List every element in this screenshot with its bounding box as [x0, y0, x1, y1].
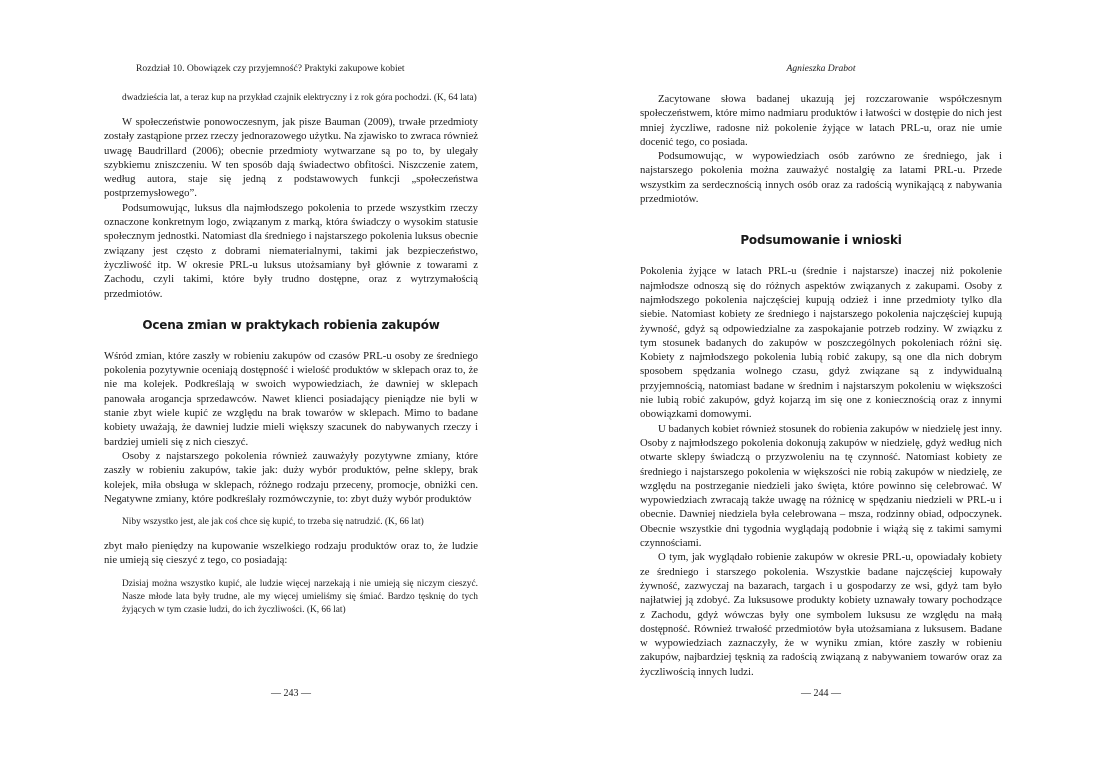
paragraph: Wśród zmian, które zaszły w robieniu zakupów od czasów PRL-u osoby ze średniego pokolenia pozytywnie oceniają dostępność i wielość produktów w sklepach oraz to, że nie ma kolejek. Podkreślają w swoich wypowiedziach, że dawniej w sklepach panowała arogancja sprzedawców. Nawet klienci posiadający pieniądze nie byli w stanie zbyt wiele kupić ze względu na brak towarów w sklepach. Mimo to badane kobiety uważają, że dawniej ludzie mieli większy szacunek do nabywanych rzeczy i bardziej umieli się z nich cieszyć. — [104, 349, 478, 448]
block-quote: Niby wszystko jest, ale jak coś chce się kupić, to trzeba się natrudzić. (K, 66 lat) — [122, 517, 424, 528]
paragraph: Osoby z najstarszego pokolenia również zauważyły pozytywne zmiany, które zaszły w robieniu zakupów, takie jak: duży wybór produktów, pełne sklepy, brak kolejek, miła obsługa w sklepach, różnego rodzaju przeceny, promocje, obniżki cen. Negatywne zmiany, które podkreślały rozmówczynie, to: zbyt duży wybór produktów — [104, 449, 478, 505]
right-page — [640, 62, 1002, 679]
paragraph: Podsumowując, w wypowiedziach osób zarówno ze średniego, jak i najstarszego pokolenia można zauważyć nostalgię za latami PRL-u. Przede wszystkim za serdecznością innych osób oraz za radością wynikającą z nabywania przedmiotów. — [640, 150, 1002, 206]
paragraph: W społeczeństwie ponowoczesnym, jak pisze Bauman (2009), trwałe przedmioty zostały zastąpione przez rzeczy jednorazowego użytku. Na zjawisko to zwraca również uwagę Baudrillard (2006); obecnie przedmioty wytwarzane są po to, by ulegały szybkiemu zniszczeniu. W ten sposób dają świadectwo obfitości. Niszczenie zatem, według autora, staje się jedną z podstawowych funkcji „społeczeństwa postprzemysłowego”. — [104, 116, 478, 200]
quote-continuation: dwadzieścia lat, a teraz kup na przykład czajnik elektryczny i z rok góra pochodzi. (K, 64 lata) — [122, 93, 477, 103]
running-head-chapter: Rozdział 10. Obowiązek czy przyjemność? Praktyki zakupowe kobiet — [136, 63, 405, 74]
block-quote: Dzisiaj można wszystko kupić, ale ludzie więcej narzekają i nie umieją się niczym cieszyć. Nasze młode lata były trudne, ale my więcej umieliśmy się śmiać. Bardzo tęsknię do tych żyjących w tym czasie ludzi, do ich życzliwości. (K, 66 lat) — [122, 578, 478, 615]
paragraph: U badanych kobiet również stosunek do robienia zakupów w niedzielę jest inny. Osoby z najmłodszego pokolenia dokonują zakupów w niedzielę, gdyż według nich otwarte sklepy świadczą o przyzwoleniu na tę czynność. Natomiast kobiety ze średniego i najstarszego pokolenia w większości nie robią zakupów w niedzielę, ze względu na postrzeganie niedzieli jako święta, które powinno się celebrować. W wypowiedziach zwracają także uwagę na różnicę w spędzaniu niedzieli w PRL-u i obecnie. Dawniej niedziela była celebrowana – msza, rodzinny obiad, odpoczynek. Obecnie wszystkie dni tygodnia wyglądają podobnie i wiążą się z takimi samymi czynnościami. — [640, 422, 1002, 550]
left-page — [104, 62, 478, 617]
paragraph: O tym, jak wyglądało robienie zakupów w okresie PRL-u, opowiadały kobiety ze średniego i starszego pokolenia. Wszystkie badane najczęściej kupowały żywność, zazwyczaj na bazarach, targach i u gospodarzy ze wsi, gdyż tam było najłatwiej ją zdobyć. Za luksusowe produkty kobiety uznawały towary pochodzące z Zachodu, gdyż wówczas były one symbolem luksusu ze względu na małą dostępność. Również trwałość przedmiotów była utożsamiana z luksusem. Badane w wypowiedziach zaznaczyły, że w wyniku zmian, które zaszły w robieniu zakupów, najbardziej tęsknią za radością związaną z nabywaniem towarów oraz za życzliwością innych ludzi. — [640, 551, 1002, 678]
paragraph: Pokolenia żyjące w latach PRL-u (średnie i najstarsze) inaczej niż pokolenie najmłodsze odnoszą się do różnych aspektów związanych z zakupami. Osoby z najmłodszego pokolenia najczęściej kupują odzież i inne przedmioty tylko dla siebie. Natomiast kobiety ze średniego i najstarszego pokolenia najczęściej kupują żywność, gdyż są odpowiedzialne za zaspokajanie potrzeb rodziny. W związku z tym stosunek badanych do zakupów w poszczególnych pokoleniach różni się. Kobiety z najmłodszego pokolenia lubią robić zakupy, są one dla nich dobrym sposobem spędzania wolnego czasu, gdyż związane są z indywidualną przyjemnością, natomiast badane w średnim i najstarszym pokoleniu w większości nie lubią robić zakupów, gdyż kojarzą im się one z koniecznością oraz z innymi obowiązkami domowymi. — [640, 265, 1002, 421]
page-number: — 244 — — [801, 688, 841, 699]
paragraph: Zacytowane słowa badanej ukazują jej rozczarowanie współczesnym społeczeństwem, które mimo nadmiaru produktów i łatwości w dostępie do nich jest mniej życzliwe, radosne niż pokolenie żyjące w latach PRL-u, oraz nie umie docenić tego, co posiada. — [640, 93, 1002, 148]
running-head-author: Agnieszka Drabot — [786, 63, 856, 74]
paragraph: Podsumowując, luksus dla najmłodszego pokolenia to przede wszystkim rzeczy oznaczone konkretnym logo, związanym z marką, która świadczy o wysokim statusie społecznym jednostki. Natomiast dla średniego i najstarszego pokolenia luksus obecnie związany jest często z dobrami niematerialnymi, takimi jak bezpieczeństwo, życzliwość itp. W okresie PRL-u luksus utożsamiany był głównie z towarami z Zachodu, czyli takimi, które były trudno dostępne, oraz z wytrzymałością przedmiotów. — [104, 201, 478, 300]
section-heading: Podsumowanie i wnioski — [740, 233, 902, 248]
paragraph: zbyt mało pieniędzy na kupowanie wszelkiego rodzaju produktów oraz to, że ludzie nie umieją się cieszyć z tego, co posiadają: — [104, 540, 478, 567]
section-heading: Ocena zmian w praktykach robienia zakupów — [142, 317, 440, 332]
page-number: — 243 — — [271, 688, 311, 699]
